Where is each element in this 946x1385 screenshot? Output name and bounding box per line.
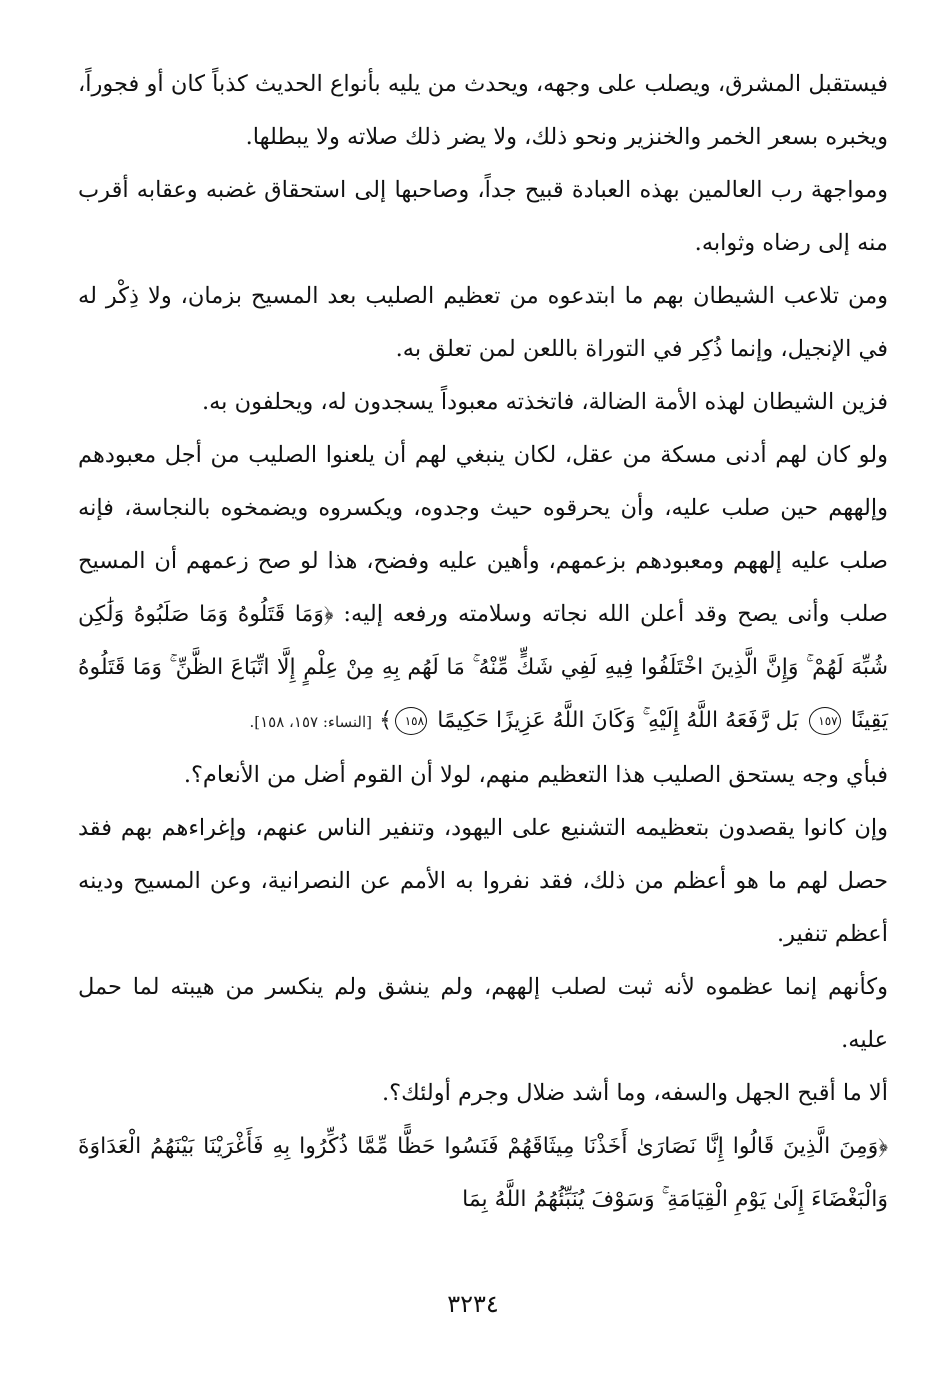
quran-verse-158: بَل رَّفَعَهُ اللَّهُ إِلَيْهِ ۚ وَكَانَ اللَّهُ عَزِيزًا حَكِيمًا	[437, 708, 799, 733]
paragraph-5	[78, 429, 888, 749]
quran-verse-157: ﴿وَمَا قَتَلُوهُ وَمَا صَلَبُوهُ وَلَٰكِن شُبِّهَ لَهُمْ ۚ وَإِنَّ الَّذِينَ اخْتَلَفُوا فِيهِ لَفِي شَكٍّ مِّنْهُ ۚ مَا لَهُم بِهِ مِنْ عِلْمٍ إِلَّا اتِّبَاعَ الظَّنِّ ۚ وَمَا قَتَلُوهُ يَقِينًا	[78, 602, 888, 733]
page-number: ٣٢٣٤	[447, 1290, 499, 1318]
quran-reference: [النساء: ١٥٧، ١٥٨].	[249, 713, 373, 731]
quran-verse-maidah: ﴿وَمِنَ الَّذِينَ قَالُوا إِنَّا نَصَارَىٰ أَخَذْنَا مِيثَاقَهُمْ فَنَسُوا حَظًّا مِّمَّا ذُكِّرُوا بِهِ فَأَغْرَيْنَا بَيْنَهُمُ الْعَدَاوَةَ وَالْبَغْضَاءَ إِلَىٰ يَوْمِ الْقِيَامَةِ ۚ وَسَوْفَ يُنَبِّئُهُمُ اللَّهُ بِمَا	[78, 1134, 888, 1212]
paragraph-8: وكأنهم إنما عظموه لأنه ثبت لصلب إلههم، ولم ينشق ولم ينكسر من هيبته لما حمل عليه.	[78, 974, 888, 1053]
paragraph-5-text: ولو كان لهم أدنى مسكة من عقل، لكان ينبغي لهم أن يلعنوا الصليب من أجل معبودهم وإلههم حين صلب عليه، وأن يحرقوه حيث وجدوه، ويكسروه ويضمخوه بالنجاسة، فإنه صلب عليه إلههم ومعبودهم بزعمهم، وأهين عليه وفضح، هذا لو صح زعمهم أن المسيح صلب وأنى يصح وقد أعلن الله نجاته وسلامته ورفعه إليه:	[78, 442, 888, 627]
paragraph-2: ومواجهة رب العالمين بهذه العبادة قبيح جداً، وصاحبها إلى استحقاق غضبه وعقابه أقرب منه إلى رضاه وثوابه.	[78, 177, 888, 256]
page-body	[78, 58, 888, 1226]
ayah-number-158: ١٥٨	[395, 707, 427, 735]
quran-close-bracket: ﴾	[379, 708, 393, 733]
paragraph-6: فبأي وجه يستحق الصليب هذا التعظيم منهم، لولا أن القوم أضل من الأنعام؟.	[183, 762, 888, 788]
paragraph-1: فيستقبل المشرق، ويصلب على وجهه، ويحدث من يليه بأنواع الحديث كذباً كان أو فجوراً، ويخبره بسعر الخمر والخنزير ونحو ذلك، ولا يضر ذلك صلاته ولا يبطلها.	[78, 71, 888, 150]
paragraph-3: ومن تلاعب الشيطان بهم ما ابتدعوه من تعظيم الصليب بعد المسيح بزمان، ولا ذِكْر له في الإنجيل، وإنما ذُكِر في التوراة باللعن لمن تعلق به.	[78, 283, 888, 362]
paragraph-4: فزين الشيطان لهذه الأمة الضالة، فاتخذته معبوداً يسجدون له، ويحلفون به.	[201, 389, 888, 415]
paragraph-7: وإن كانوا يقصدون بتعظيمه التشنيع على اليهود، وتنفير الناس عنهم، وإغراءهم بهم فقد حصل لهم ما هو أعظم من ذلك، فقد نفروا به الأمم عن النصرانية، وعن المسيح ودينه أعظم تنفير.	[78, 815, 888, 947]
paragraph-9: ألا ما أقبح الجهل والسفه، وما أشد ضلال وجرم أولئك؟.	[382, 1080, 888, 1106]
ayah-number-157: ١٥٧	[809, 707, 841, 735]
